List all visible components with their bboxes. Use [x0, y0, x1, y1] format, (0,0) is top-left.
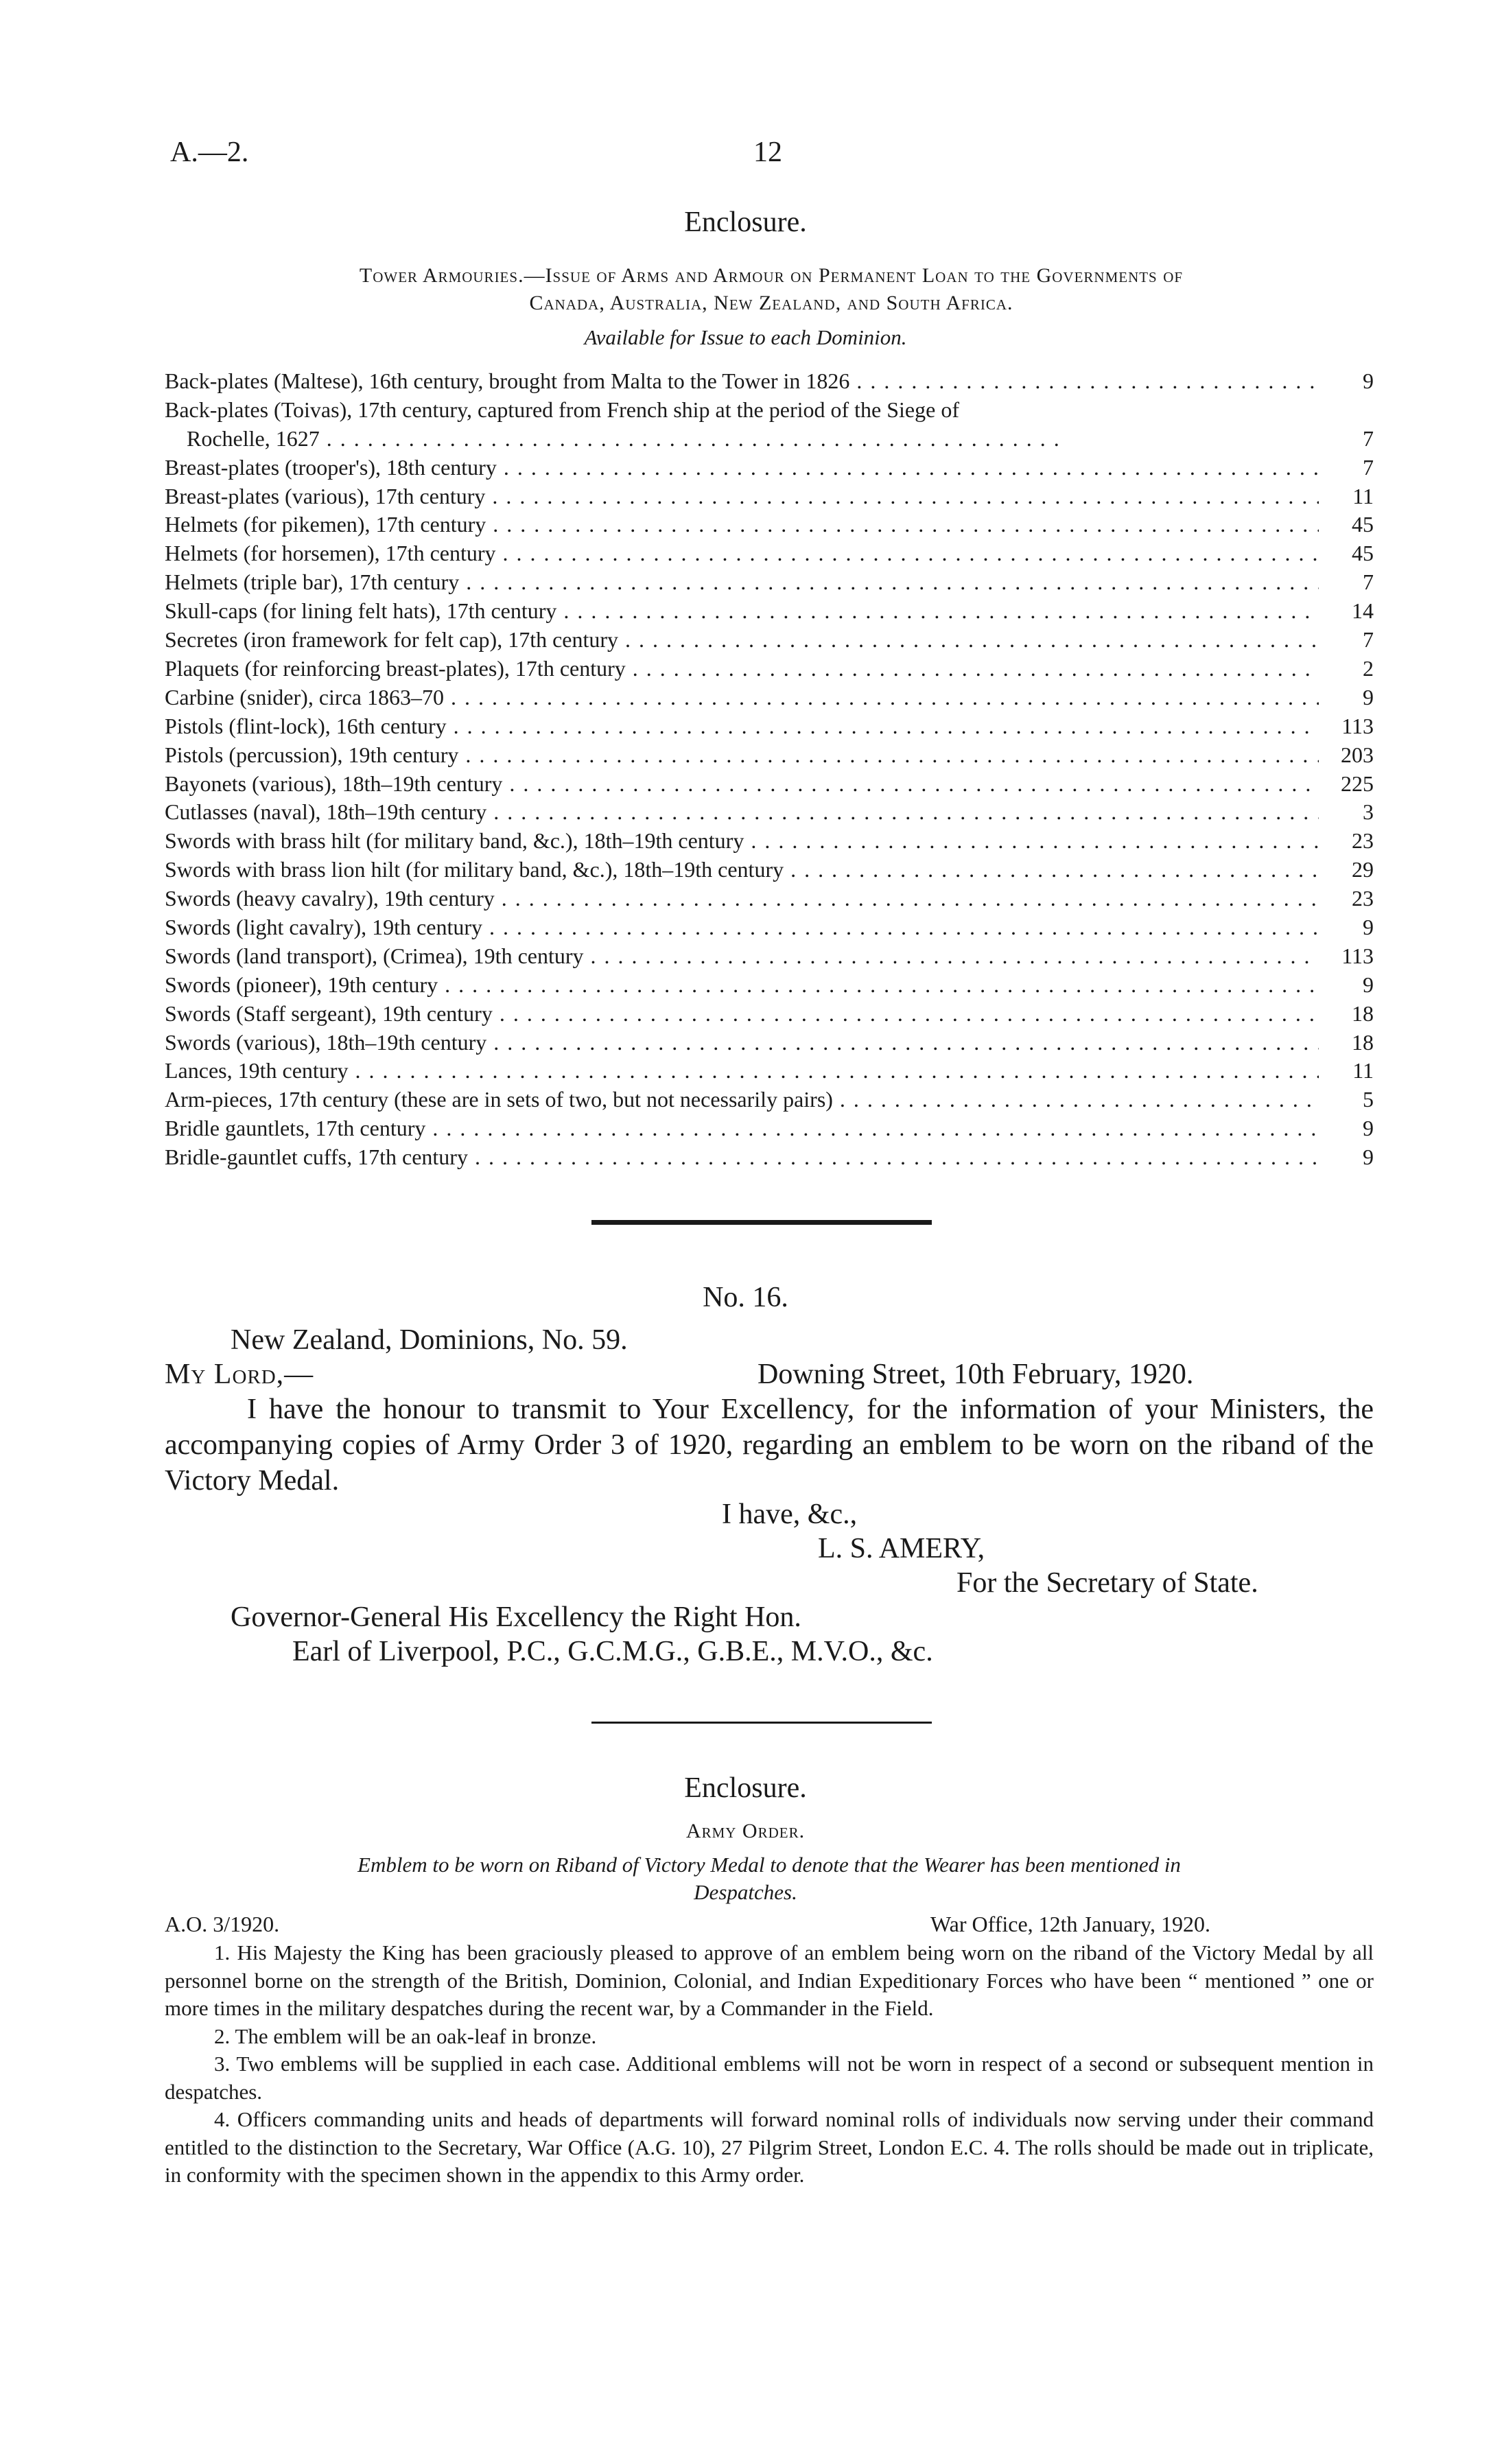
item-description: Bridle gauntlets, 17th century . .	[165, 1114, 1319, 1143]
item-description: Skull-caps (for lining felt hats), 17th century . .	[165, 597, 1319, 626]
caption-line-2: Canada, Australia, New Zealand, and South Africa.	[529, 292, 1013, 314]
letter-body: I have the honour to transmit to Your Excellency, for the information of your Ministers, the accompanying copies of Army Order 3 of 1920, regarding an emblem to be worn on the riband of the Victory Medal.	[165, 1394, 1374, 1497]
order-paragraph: 1. His Majesty the King has been graciously pleased to approve of an emblem being worn on the riband of the Victory Medal by all personnel borne on the strength of the British, Dominion, Colonial, and Indian Expeditionary Forces who have been “ mentioned ” one or more times in the military despatches during the recent war, by a Commander in the Field.	[165, 1940, 1374, 2020]
list-item	[165, 1029, 1374, 1057]
item-description-line-1: Back-plates (Toivas), 17th century, captured from French ship at the period of the Siege of	[165, 397, 959, 422]
item-quantity: 9	[1363, 1145, 1374, 1170]
letter-salutation: My Lord,—	[165, 1359, 314, 1390]
section-divider	[591, 1722, 932, 1724]
item-description: Swords (pioneer), 19th century . .	[165, 971, 1319, 1000]
item-quantity: 29	[1352, 857, 1374, 882]
item-quantity: 3	[1363, 799, 1374, 825]
list-item	[165, 1000, 1374, 1029]
letter-signatory: L. S. AMERY,	[818, 1533, 985, 1564]
item-quantity: 7	[1363, 454, 1374, 480]
letter-addressee-line-2: Earl of Liverpool, P.C., G.C.M.G., G.B.E., M.V.O., &c.	[292, 1636, 933, 1667]
list-item	[165, 1114, 1374, 1143]
list-item	[165, 942, 1374, 971]
item-quantity: 45	[1352, 541, 1374, 566]
item-quantity: 11	[1352, 1058, 1374, 1083]
list-item	[165, 884, 1374, 913]
order-reference: A.O. 3/1920.	[165, 1912, 280, 1936]
order-paragraph: 4. Officers commanding units and heads of departments will forward nominal rolls of individuals now serving under their command entitled to the distinction to the Secretary, War Office (A.G. 10), 27 Pilgrim Street, London E.C. 4. The rolls should be made out in triplicate, in conformity with the specimen shown in the appendix to this Army order.	[165, 2107, 1374, 2187]
item-quantity: 113	[1341, 713, 1374, 738]
enclosure-title: Enclosure.	[684, 207, 807, 238]
item-description: Swords with brass lion hilt (for military band, &c.), 18th–19th century . .	[165, 856, 1319, 884]
item-description: Back-plates (Maltese), 16th century, brought from Malta to the Tower in 1826 . .	[165, 367, 1319, 396]
list-item	[165, 712, 1374, 741]
item-description: Helmets (triple bar), 17th century . .	[165, 568, 1319, 597]
item-quantity: 14	[1352, 598, 1374, 624]
list-item	[165, 511, 1374, 539]
item-description: Bridle-gauntlet cuffs, 17th century . .	[165, 1143, 1319, 1172]
item-description: Breast-plates (trooper's), 18th century . .	[165, 454, 1319, 482]
item-description: Pistols (percussion), 19th century . .	[165, 741, 1319, 770]
item-description: Swords (light cavalry), 19th century . .	[165, 913, 1319, 942]
item-description: Helmets (for horsemen), 17th century . .	[165, 539, 1319, 568]
item-quantity: 23	[1352, 886, 1374, 911]
item-quantity: 113	[1341, 943, 1374, 968]
item-quantity: 2	[1363, 655, 1374, 681]
order-subject-line-1: Emblem to be worn on Riband of Victory Medal to denote that the Wearer has been mentioned in	[357, 1853, 1181, 1877]
list-item	[165, 655, 1374, 683]
list-item	[165, 913, 1374, 942]
item-description: Cutlasses (naval), 18th–19th century . .	[165, 798, 1319, 827]
item-description: Plaquets (for reinforcing breast-plates), 17th century . .	[165, 655, 1319, 683]
item-description: Breast-plates (various), 17th century . .	[165, 482, 1319, 511]
item-quantity: 9	[1363, 368, 1374, 393]
order-paragraph: 3. Two emblems will be supplied in each case. Additional emblems will not be worn in respect of a second or subsequent mention in despatches.	[165, 2052, 1374, 2104]
order-subject-line-2: Despatches.	[694, 1880, 797, 1904]
item-description: Swords (land transport), (Crimea), 19th century . .	[165, 942, 1319, 971]
order-place-date: War Office, 12th January, 1920.	[930, 1912, 1210, 1936]
item-quantity: 5	[1363, 1087, 1374, 1112]
army-order-body	[165, 1939, 1374, 2190]
list-item	[165, 597, 1374, 626]
item-description: Swords (Staff sergeant), 19th century . .	[165, 1000, 1319, 1029]
list-item	[165, 741, 1374, 770]
list-item	[165, 396, 1374, 454]
item-description: Swords (heavy cavalry), 19th century . .	[165, 884, 1319, 913]
item-quantity: 11	[1352, 483, 1374, 508]
item-quantity: 7	[1363, 570, 1374, 595]
item-quantity: 23	[1352, 828, 1374, 854]
item-quantity: 7	[1363, 627, 1374, 653]
list-item	[165, 770, 1374, 799]
list-item	[165, 683, 1374, 712]
enclosure-title: Enclosure.	[684, 1772, 807, 1804]
armoury-items-list	[165, 367, 1374, 1172]
list-item	[165, 568, 1374, 597]
item-description: Carbine (snider), circa 1863–70 . .	[165, 683, 1319, 712]
item-quantity: 9	[1363, 914, 1374, 939]
item-description: Secretes (iron framework for felt cap), 17th century . .	[165, 626, 1319, 655]
letter-signatory-title: For the Secretary of State.	[956, 1567, 1258, 1599]
item-quantity: 18	[1352, 1029, 1374, 1055]
letter-closing: I have, &c.,	[722, 1499, 858, 1530]
item-quantity: 7	[1363, 425, 1374, 451]
item-description: Helmets (for pikemen), 17th century . .	[165, 511, 1319, 539]
letter-place-date: Downing Street, 10th February, 1920.	[758, 1359, 1194, 1390]
letter-addressee-line-1: Governor-General His Excellency the Right Hon.	[231, 1601, 801, 1633]
document-reference: A.—2.	[170, 137, 249, 168]
list-item	[165, 367, 1374, 396]
caption-line-1: Tower Armouries.—Issue of Arms and Armour on Permanent Loan to the Governments of	[359, 264, 1184, 287]
item-description: Bayonets (various), 18th–19th century . .	[165, 770, 1319, 799]
item-description: Swords (various), 18th–19th century . .	[165, 1029, 1319, 1057]
item-quantity: 225	[1341, 771, 1374, 796]
item-description: Arm-pieces, 17th century (these are in sets of two, but not necessarily pairs) . .	[165, 1086, 1319, 1114]
list-item	[165, 482, 1374, 511]
item-quantity: 18	[1352, 1000, 1374, 1026]
item-description: Pistols (flint-lock), 16th century . .	[165, 712, 1319, 741]
list-item	[165, 626, 1374, 655]
availability-subtitle: Available for Issue to each Dominion.	[584, 325, 907, 349]
list-item	[165, 856, 1374, 884]
list-item	[165, 798, 1374, 827]
item-quantity: 203	[1341, 742, 1374, 767]
letter-reference: New Zealand, Dominions, No. 59.	[231, 1324, 628, 1356]
order-paragraph: 2. The emblem will be an oak-leaf in bronze.	[214, 2023, 597, 2048]
list-item	[165, 454, 1374, 482]
item-quantity: 45	[1352, 512, 1374, 537]
item-description: Swords with brass hilt (for military band, &c.), 18th–19th century . .	[165, 827, 1319, 856]
item-description: Rochelle, 1627 . .	[187, 425, 1319, 454]
item-quantity: 9	[1363, 972, 1374, 997]
item-quantity: 9	[1363, 684, 1374, 709]
letter-number: No. 16.	[703, 1282, 788, 1313]
list-item	[165, 539, 1374, 568]
list-item	[165, 1143, 1374, 1172]
section-divider	[591, 1220, 932, 1225]
list-item	[165, 1086, 1374, 1114]
item-description: Lances, 19th century . .	[165, 1057, 1319, 1086]
page-number: 12	[753, 137, 782, 168]
list-item	[165, 827, 1374, 856]
list-item	[165, 971, 1374, 1000]
item-quantity: 9	[1363, 1116, 1374, 1141]
list-item	[165, 1057, 1374, 1086]
army-order-heading: Army Order.	[685, 1820, 806, 1842]
